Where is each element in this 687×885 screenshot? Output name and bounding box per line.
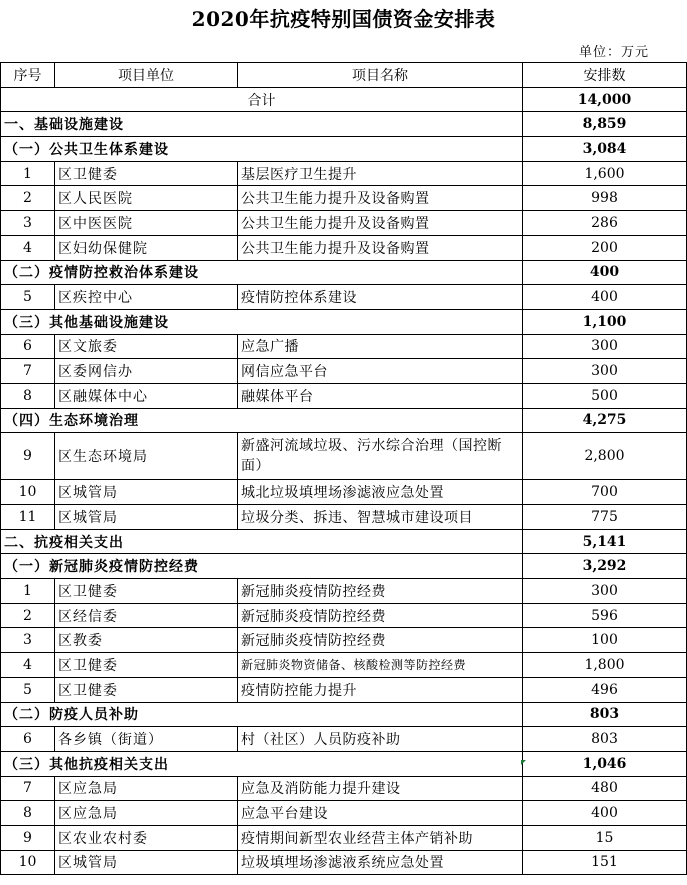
row-unit: 区城管局 (55, 480, 238, 505)
row-seq: 1 (1, 161, 55, 186)
row-unit: 区生态环境局 (55, 433, 238, 480)
row-seq: 11 (1, 505, 55, 530)
row-unit: 区城管局 (55, 505, 238, 530)
subsection-row (1, 260, 687, 285)
total-amount: 14,000 (523, 87, 687, 112)
row-seq: 9 (1, 433, 55, 480)
row-seq: 5 (1, 677, 55, 702)
row-amount: 998 (523, 186, 687, 211)
row-amount: 496 (523, 677, 687, 702)
header-unit: 项目单位 (55, 63, 238, 88)
section-amount: 8,859 (523, 112, 687, 137)
row-project: 村（社区）人员防疫补助 (238, 727, 523, 752)
section-row (1, 529, 687, 554)
subsection-row (1, 702, 687, 727)
row-amount: 151 (523, 850, 687, 875)
subsection-amount: 400 (523, 260, 687, 285)
row-unit: 区应急局 (55, 776, 238, 801)
header-seq: 序号 (1, 63, 55, 88)
row-seq: 10 (1, 480, 55, 505)
subsection-amount: 4,275 (523, 408, 687, 433)
table-row (1, 825, 687, 850)
subsection-amount: 3,292 (523, 554, 687, 579)
row-amount: 2,800 (523, 433, 687, 480)
row-unit: 区中医医院 (55, 211, 238, 236)
row-amount: 300 (523, 579, 687, 604)
row-seq: 4 (1, 653, 55, 678)
row-project: 新冠肺炎疫情防控经费 (238, 603, 523, 628)
table-row (1, 235, 687, 260)
row-unit: 区卫健委 (55, 161, 238, 186)
row-project: 公共卫生能力提升及设备购置 (238, 186, 523, 211)
subsection-label: （三）其他基础设施建设 (1, 309, 523, 334)
row-project: 融媒体平台 (238, 383, 523, 408)
row-amount: 775 (523, 505, 687, 530)
row-project: 应急广播 (238, 334, 523, 359)
table-row (1, 505, 687, 530)
row-amount: 286 (523, 211, 687, 236)
total-row (1, 87, 687, 112)
row-unit: 区农业农村委 (55, 825, 238, 850)
subsection-amount: 3,084 (523, 137, 687, 162)
subsection-amount: 1,100 (523, 309, 687, 334)
row-unit: 区经信委 (55, 603, 238, 628)
table-row (1, 579, 687, 604)
row-amount: 1,600 (523, 161, 687, 186)
table-row (1, 161, 687, 186)
row-amount: 400 (523, 285, 687, 310)
row-unit: 区融媒体中心 (55, 383, 238, 408)
subsection-amount: 1,046 (523, 751, 687, 776)
row-unit: 区疾控中心 (55, 285, 238, 310)
section-row (1, 112, 687, 137)
page-title: 2020年抗疫特别国债资金安排表 (191, 7, 496, 31)
row-amount: 100 (523, 628, 687, 653)
row-project: 网信应急平台 (238, 359, 523, 384)
row-amount: 1,800 (523, 653, 687, 678)
row-unit: 各乡镇（街道） (55, 727, 238, 752)
row-seq: 2 (1, 603, 55, 628)
total-label: 合计 (1, 87, 523, 112)
row-seq: 5 (1, 285, 55, 310)
row-unit: 区城管局 (55, 850, 238, 875)
row-seq: 10 (1, 850, 55, 875)
table-row (1, 801, 687, 826)
row-project: 垃圾填埋场渗滤液系统应急处置 (238, 850, 523, 875)
subsection-label: （四）生态环境治理 (1, 408, 523, 433)
row-amount: 596 (523, 603, 687, 628)
subsection-label: （三）其他抗疫相关支出 (1, 751, 523, 776)
row-project: 新冠肺炎疫情防控经费 (238, 579, 523, 604)
row-amount: 300 (523, 359, 687, 384)
row-amount: 400 (523, 801, 687, 826)
table-row (1, 628, 687, 653)
row-seq: 3 (1, 211, 55, 236)
row-unit: 区教委 (55, 628, 238, 653)
row-project: 新盛河流域垃圾、污水综合治理（国控断面） (238, 433, 523, 480)
budget-table (0, 62, 687, 875)
row-project: 城北垃圾填埋场渗滤液应急处置 (238, 480, 523, 505)
row-seq: 1 (1, 579, 55, 604)
unit-row (0, 38, 687, 60)
row-amount: 700 (523, 480, 687, 505)
header-row (1, 63, 687, 88)
row-unit: 区卫健委 (55, 653, 238, 678)
section-amount: 5,141 (523, 529, 687, 554)
row-unit: 区应急局 (55, 801, 238, 826)
row-seq: 7 (1, 776, 55, 801)
section-label: 二、抗疫相关支出 (1, 529, 523, 554)
header-amount: 安排数 (523, 63, 687, 88)
table-row (1, 677, 687, 702)
row-project: 疫情期间新型农业经营主体产销补助 (238, 825, 523, 850)
subsection-label: （一）新冠肺炎疫情防控经费 (1, 554, 523, 579)
row-project: 垃圾分类、拆违、智慧城市建设项目 (238, 505, 523, 530)
row-unit: 区委网信办 (55, 359, 238, 384)
table-row (1, 383, 687, 408)
subsection-amount: 803 (523, 702, 687, 727)
row-project: 疫情防控能力提升 (238, 677, 523, 702)
subsection-label: （二）疫情防控救治体系建设 (1, 260, 523, 285)
row-project: 应急及消防能力提升建设 (238, 776, 523, 801)
table-row (1, 653, 687, 678)
row-project: 应急平台建设 (238, 801, 523, 826)
table-row (1, 359, 687, 384)
row-seq: 3 (1, 628, 55, 653)
subsection-label: （二）防疫人员补助 (1, 702, 523, 727)
subsection-row (1, 137, 687, 162)
row-project: 公共卫生能力提升及设备购置 (238, 235, 523, 260)
row-project: 新冠肺炎疫情防控经费 (238, 628, 523, 653)
section-label: 一、基础设施建设 (1, 112, 523, 137)
table-row (1, 334, 687, 359)
table-row (1, 433, 687, 480)
row-seq: 9 (1, 825, 55, 850)
row-amount: 300 (523, 334, 687, 359)
row-seq: 7 (1, 359, 55, 384)
table-row (1, 603, 687, 628)
table-row (1, 285, 687, 310)
row-amount: 15 (523, 825, 687, 850)
row-project: 疫情防控体系建设 (238, 285, 523, 310)
row-unit: 区卫健委 (55, 677, 238, 702)
row-project: 新冠肺炎物资储备、核酸检测等防控经费 (238, 653, 523, 678)
cell-comment-marker (521, 760, 526, 765)
row-unit: 区文旅委 (55, 334, 238, 359)
row-seq: 4 (1, 235, 55, 260)
table-row (1, 186, 687, 211)
row-unit: 区妇幼保健院 (55, 235, 238, 260)
subsection-row (1, 408, 687, 433)
row-amount: 480 (523, 776, 687, 801)
table-row (1, 727, 687, 752)
subsection-label: （一）公共卫生体系建设 (1, 137, 523, 162)
header-project: 项目名称 (238, 63, 523, 88)
table-row (1, 480, 687, 505)
row-seq: 8 (1, 801, 55, 826)
row-project: 基层医疗卫生提升 (238, 161, 523, 186)
row-amount: 500 (523, 383, 687, 408)
row-unit: 区卫健委 (55, 579, 238, 604)
table-row (1, 211, 687, 236)
row-amount: 803 (523, 727, 687, 752)
row-seq: 6 (1, 727, 55, 752)
row-amount: 200 (523, 235, 687, 260)
row-seq: 6 (1, 334, 55, 359)
row-unit: 区人民医院 (55, 186, 238, 211)
table-row (1, 776, 687, 801)
subsection-row (1, 751, 687, 776)
subsection-row (1, 554, 687, 579)
row-project: 公共卫生能力提升及设备购置 (238, 211, 523, 236)
subsection-row (1, 309, 687, 334)
unit-label: 单位：万元 (578, 45, 649, 60)
table-row (1, 850, 687, 875)
row-seq: 8 (1, 383, 55, 408)
row-seq: 2 (1, 186, 55, 211)
